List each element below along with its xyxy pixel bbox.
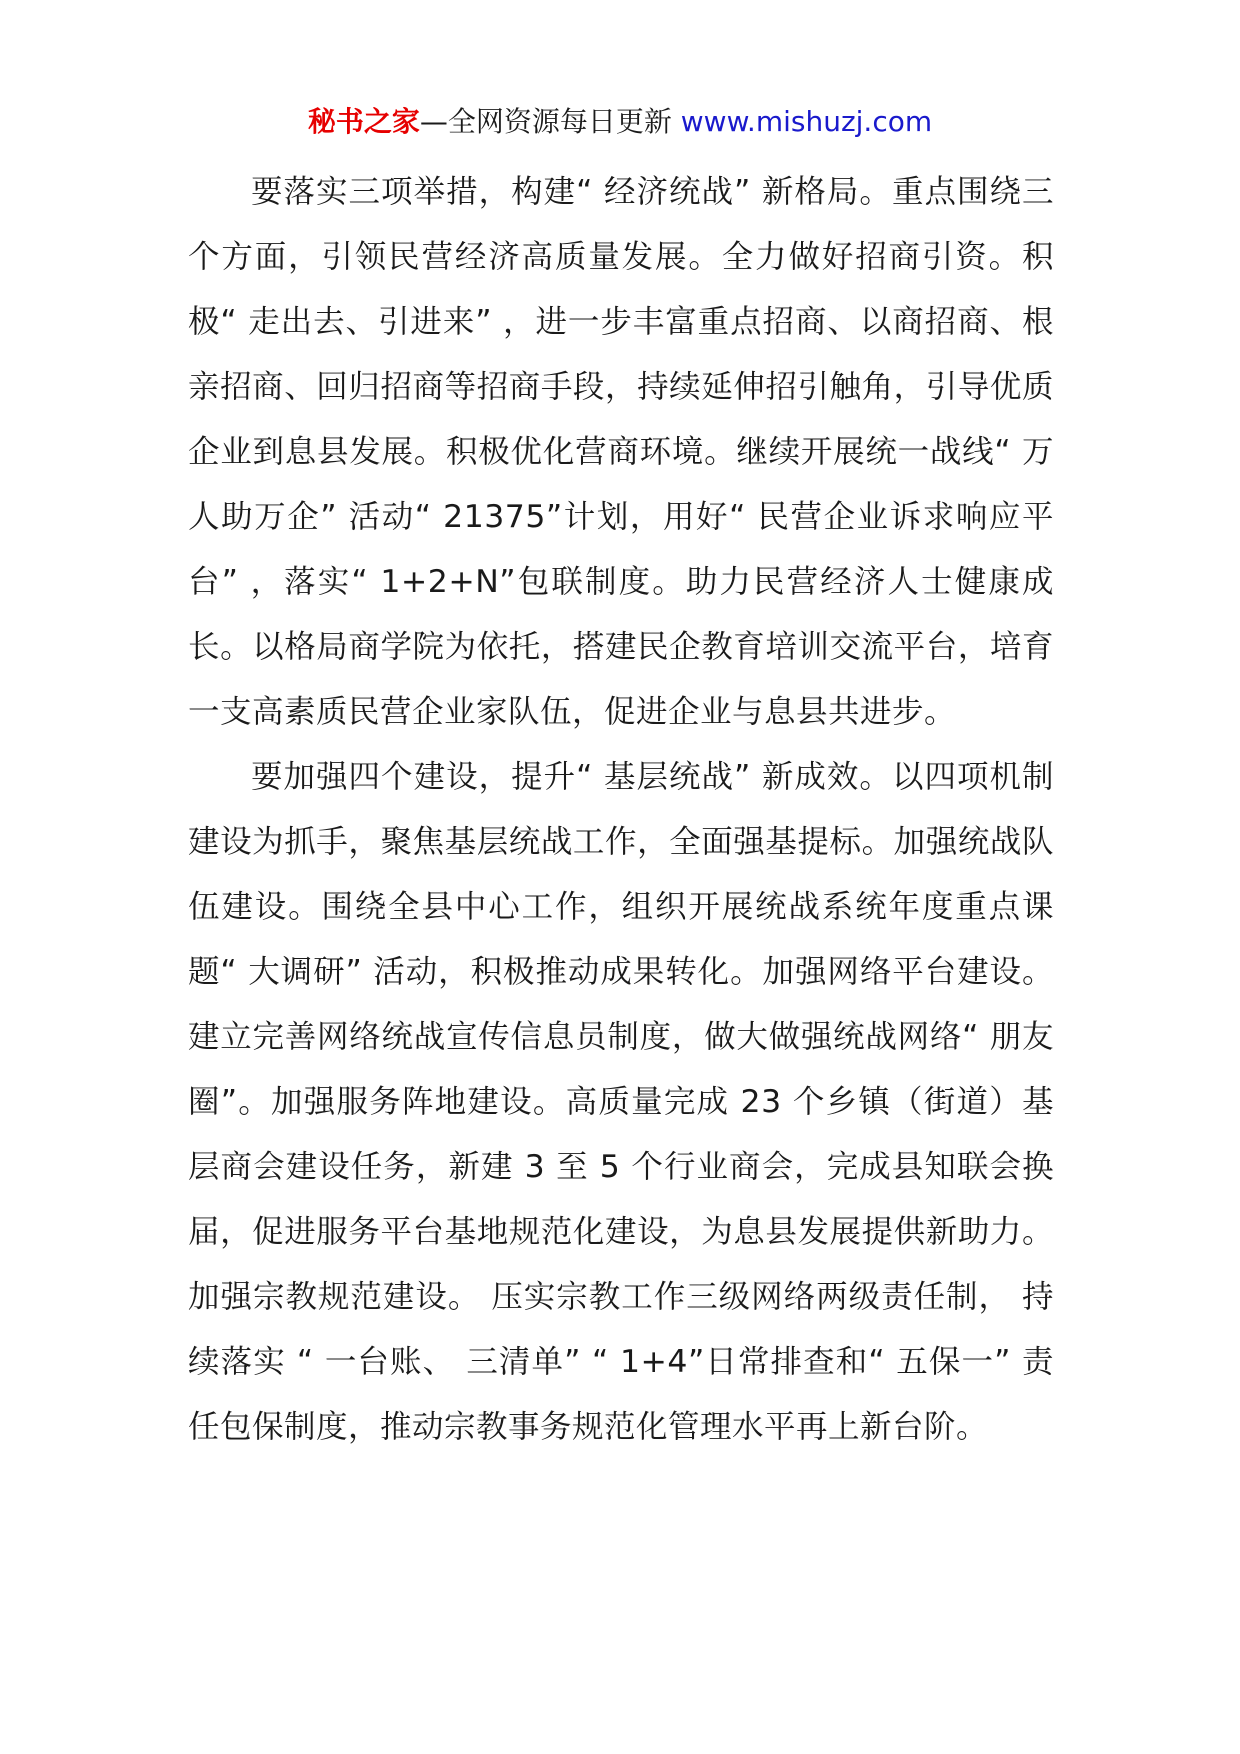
paragraph-grassroots-united-front: 要加强四个建设，提升“ 基层统战” 新成效。以四项机制建设为抓手，聚焦基层统战工作，全面强基提标。加强统战队伍建设。围绕全县中心工作，组织开展统战系统年度重点课题“ 大调研” 活动，积极推动成果转化。加强网络平台建设。建立完善网络统战宣传信息员制度，做大做强统战网络“ 朋友圈”。加强服务阵地建设。高质量完成 23 个乡镇（街道）基层商会建设任务，新建 3 至 5 个行业商会，完成县知联会换届，促进服务平台基地规范化建设，为息县发展提供新助力。 加强宗教规范建设。 压实宗教工作三级网络两级责任制， 持续落实 “ 一台账、 三清单” “ 1+4”日常排查和“ 五保一” 责任包保制度，推动宗教事务规范化管理水平再上新台阶。 — [188, 759, 1054, 1445]
brand-name: 秘书之家 — [307, 105, 420, 138]
document-body — [188, 160, 1054, 1460]
paragraph-economic-united-front: 要落实三项举措，构建“ 经济统战” 新格局。重点围绕三个方面，引领民营经济高质量发展。全力做好招商引资。积极“ 走出去、引进来” ，进一步丰富重点招商、以商招商、根亲招商、回归招商等招商手段，持续延伸招引触角，引导优质企业到息县发展。积极优化营商环境。继续开展统一战线“ 万人助万企” 活动“ 21375”计划，用好“ 民营企业诉求响应平台” ，落实“ 1+2+N”包联制度。助力民营经济人士健康成长。以格局商学院为依托，搭建民企教育培训交流平台，培育一支高素质民营企业家队伍，促进企业与息县共进步。 — [188, 174, 1054, 730]
website-link[interactable]: www.mishuzj.com — [680, 105, 933, 138]
page-header — [0, 102, 1240, 142]
header-tagline: —全网资源每日更新 — [419, 105, 681, 138]
